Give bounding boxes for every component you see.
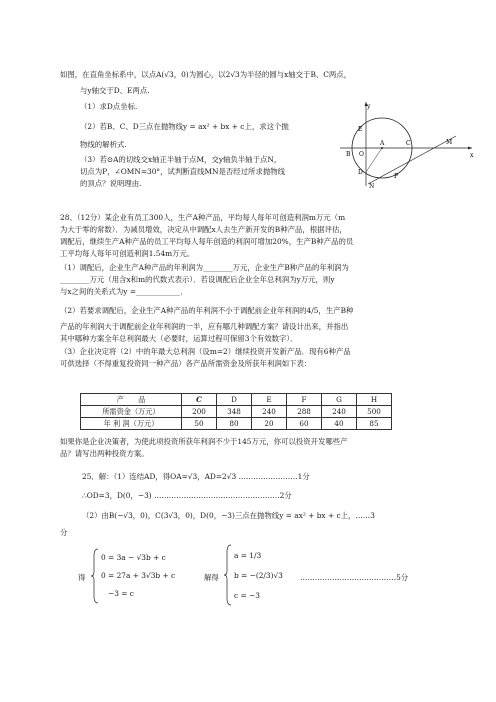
table-row: [81, 418, 392, 430]
circle-parabola-figure: [336, 100, 476, 188]
table-header-cell: H: [357, 394, 392, 406]
investment-table: [80, 393, 392, 430]
answer-line-1: 25．解：（1）连结AD，得OA=√3，AD=2√3 ……………………1分: [82, 472, 310, 481]
table-cell: 50: [182, 418, 217, 430]
table-cell: 500: [357, 406, 392, 418]
fig-label-e: E: [358, 126, 363, 133]
table-header-cell: G: [322, 394, 357, 406]
solution-b: b = −(2/3)√3: [234, 571, 283, 580]
q28-line-6: ________万元（用含x和m的代数式表示）．若设调配后企业全年总利润为y万元，则y: [60, 275, 335, 284]
table-header-cell: F: [287, 394, 322, 406]
segment-ad: [366, 148, 382, 172]
q28-line-3: 调配后，继续生产A种产品的员工平均每人每年创造的利润可增加20%，生产B种产品的员: [60, 237, 354, 246]
q27-part2b: 物线的解析式.: [80, 140, 127, 149]
fig-label-c: C: [406, 140, 411, 147]
fig-label-n: N: [369, 183, 375, 188]
q27-intro: 如图，在直角坐标系中，以点A(√3，0)为圆心，以2√3为半径的圆与x轴交于B、C两点，: [60, 70, 352, 79]
table-cell: 288: [287, 406, 322, 418]
answer-line-2: ∴OD=3，D(0，−3) ……………………………………………2分: [82, 491, 292, 500]
q28-line-5: （1）调配后，企业生产A种产品的年利润为________万元，企业生产B种产品的年利润为: [60, 263, 349, 272]
table-cell: 20: [252, 418, 287, 430]
table-cell: 40: [322, 418, 357, 430]
answer-line-4: 分: [60, 528, 68, 537]
q28-line-9: 产品的年利润大于调配前企业年利润的一半，应有哪几种调配方案？请设计出来，并指出: [60, 322, 349, 331]
q27-part3a: （3）若⊙A的切线交x轴正半轴于点M，交y轴负半轴于点N，: [80, 155, 282, 164]
q28-line-10: 其中哪种方案全年总利润最大（必要时，运算过程可保留3个有效数字）．: [60, 334, 298, 343]
fig-label-o: O: [359, 151, 364, 158]
answer-jie: 解得: [204, 573, 219, 582]
table-header-cell: C: [182, 394, 217, 406]
fig-label-b: B: [346, 151, 351, 158]
table-header-cell: 产 品: [81, 394, 182, 406]
q28-line-11: （3）企业决定将（2）中的年最大总利润（设m=2）继续投资开发新产品．现有6种产品: [60, 347, 351, 356]
table-cell: 240: [252, 406, 287, 418]
fig-label-d: D: [358, 169, 363, 176]
table-cell: 年 利 润（万元）: [81, 418, 182, 430]
table-row: [81, 406, 392, 418]
fig-label-x: x: [470, 152, 474, 159]
table-cell: 200: [182, 406, 217, 418]
left-brace-2: [224, 544, 232, 606]
q28-line-14: 品？请写出两种投资方案。: [60, 449, 149, 458]
fig-label-p: P: [394, 173, 399, 180]
answer-line-3: （2）由B(−√3，0)，C(3√3，0)，D(0，−3)三点在抛物线y = ax² + bx + c上，……3: [82, 511, 375, 520]
left-brace-1: [91, 548, 99, 604]
q28-line-12: 可供选择（不得重复投资同一种产品）各产品所需资金及所获年利润如下表：: [60, 359, 312, 368]
table-cell: 85: [357, 418, 392, 430]
system-eq-3: −3 = c: [108, 589, 134, 598]
q27-part3b: 切点为P，∠OMN=30°，试判断直线MN是否经过所求抛物线: [80, 167, 286, 176]
q28-line-8: （2）若要求调配后，企业生产A种产品的年利润不小于调配前企业年利润的4/5，生产B种: [60, 306, 354, 315]
q27-part2a: （2）若B、C、D三点在抛物线y = ax² + bx + c上，求这个抛: [80, 122, 289, 131]
system-eq-2: 0 = 27a + 3√3b + c: [101, 571, 176, 580]
fig-label-m: M: [446, 139, 453, 146]
q28-line-4: 工平均每人每年可创造利润1.54m万元。: [60, 249, 195, 258]
q27-intro-2: 与y轴交于D、E两点.: [80, 86, 150, 95]
answer-de: 得: [78, 573, 86, 582]
table-header-cell: D: [217, 394, 252, 406]
answer-score-5: …………………………………5分: [300, 573, 409, 582]
q28-line-7: 与x之间的关系式为y =____________．: [60, 287, 188, 296]
q28-line-2: 为大于零的常数）．为减员增效，决定从中调配x人去生产新开发的B种产品，根据评估，: [60, 225, 347, 234]
table-cell: 80: [217, 418, 252, 430]
table-cell: 348: [217, 406, 252, 418]
fig-label-y: y: [367, 103, 371, 110]
q27-part1: （1）求D点坐标.: [80, 102, 138, 111]
table-header-cell: E: [252, 394, 287, 406]
solution-a: a = 1/3: [234, 551, 262, 560]
table-cell: 所需资金（万元）: [81, 406, 182, 418]
q28-line-13: 如果你是企业决策者，为使此项投资所获年利润不少于145万元，你可以投资开发哪些产: [60, 437, 348, 446]
table-cell: 60: [287, 418, 322, 430]
table-header-row: [81, 394, 392, 406]
system-eq-1: 0 = 3a − √3b + c: [101, 553, 166, 562]
q27-part3c: 的顶点？说明理由.: [80, 179, 142, 188]
solution-c: c = −3: [234, 591, 260, 600]
table-cell: 240: [322, 406, 357, 418]
q28-line-1: 28、（12分）某企业有员工300人，生产A种产品，平均每人每年可创造利润m万元（m: [60, 213, 346, 222]
fig-label-a: A: [380, 140, 385, 147]
